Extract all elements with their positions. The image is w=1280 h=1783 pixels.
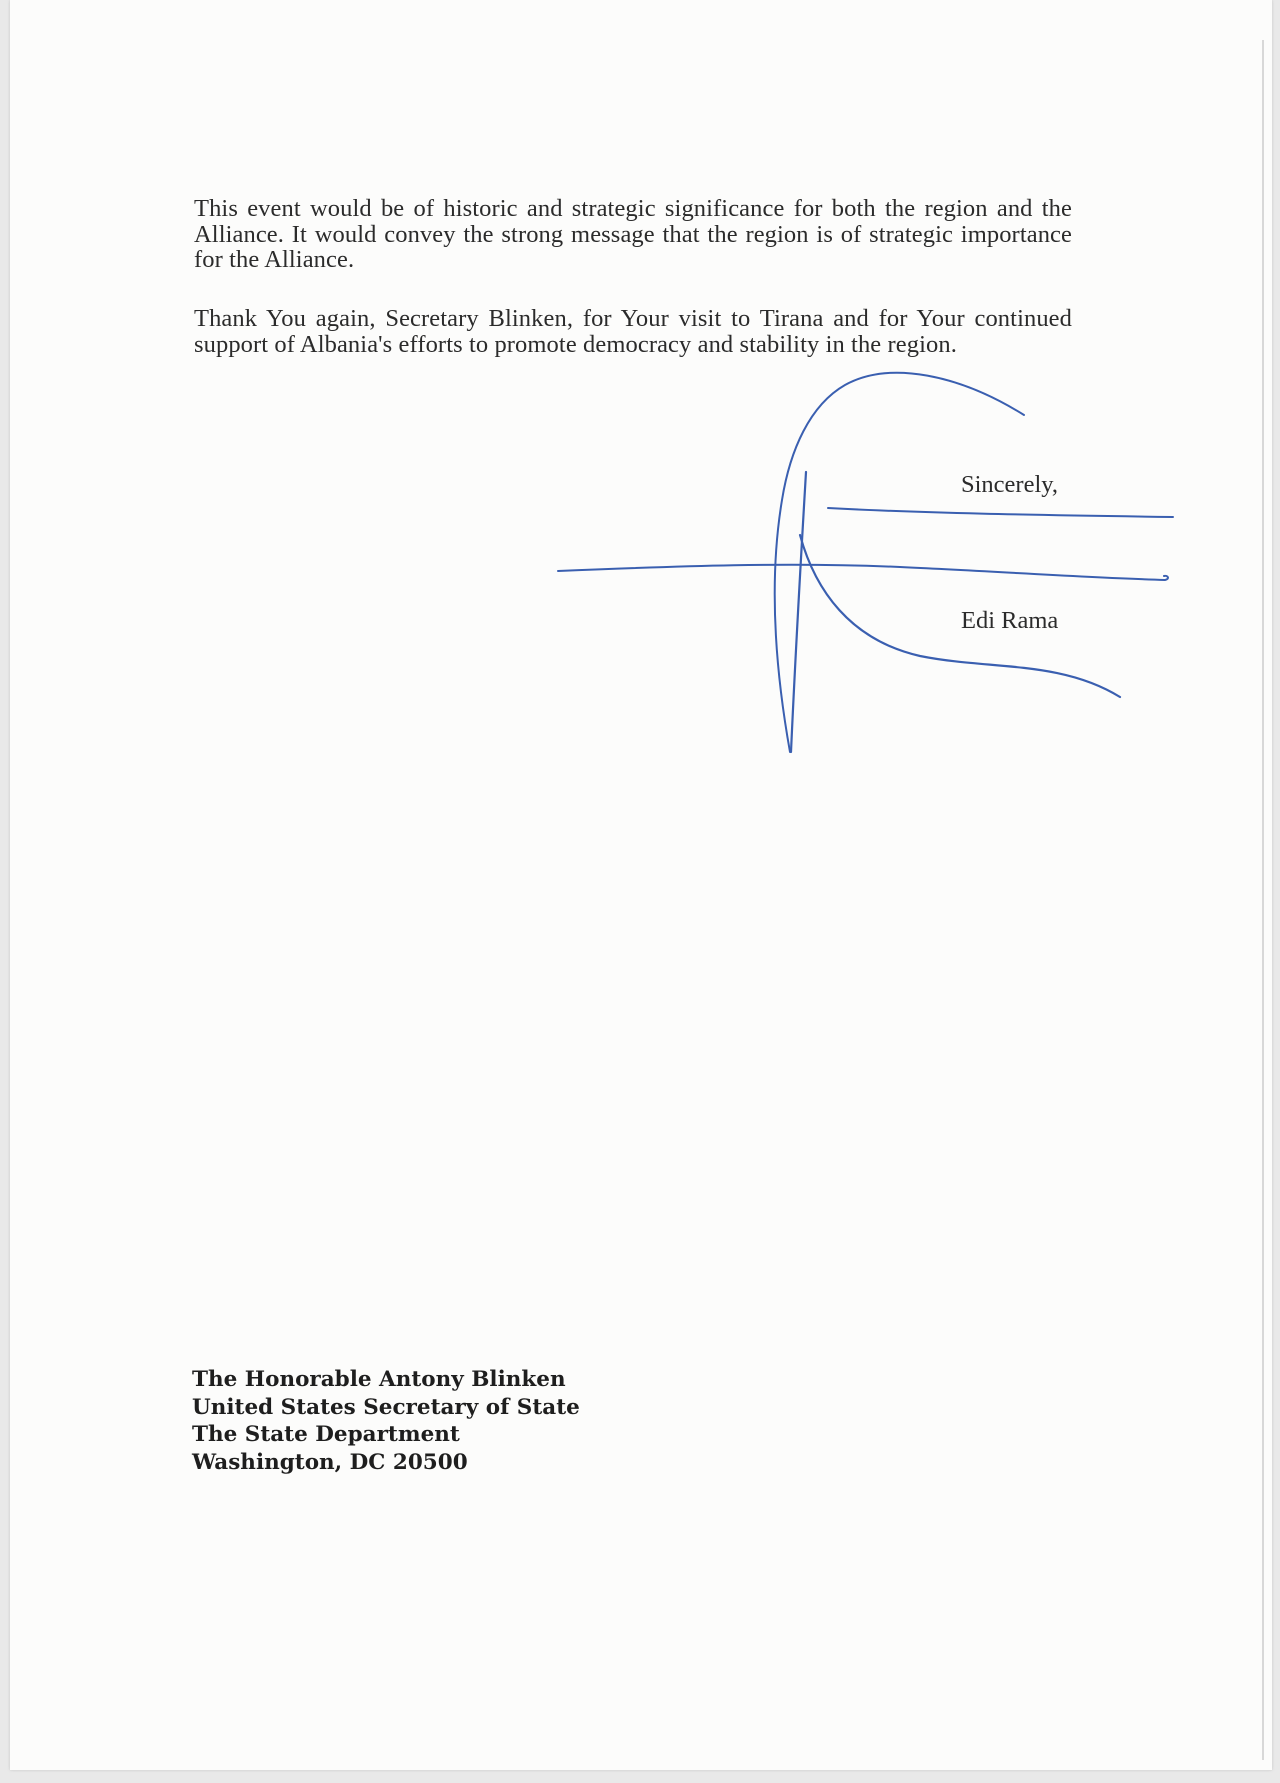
- recipient-address-block: [192, 1366, 580, 1476]
- recipient-name: The Honorable Antony Blinken: [192, 1367, 566, 1392]
- page-edge-shadow: [1262, 40, 1264, 1760]
- closing-salutation: Sincerely,: [961, 471, 1059, 498]
- signer-name: Edi Rama: [961, 607, 1059, 634]
- recipient-organization: The State Department: [192, 1422, 460, 1447]
- body-paragraph-1: This event would be of historic and strategic significance for both the region and the Alliance. It would convey the strong message that the region is of strategic importance for the Alliance.: [194, 195, 1072, 273]
- recipient-city: Washington, DC 20500: [192, 1449, 468, 1475]
- body-paragraph-2: Thank You again, Secretary Blinken, for Your visit to Tirana and for Your continued support of Albania's efforts to promote democracy and stability in the region.: [194, 305, 1072, 358]
- recipient-title: United States Secretary of State: [192, 1394, 580, 1420]
